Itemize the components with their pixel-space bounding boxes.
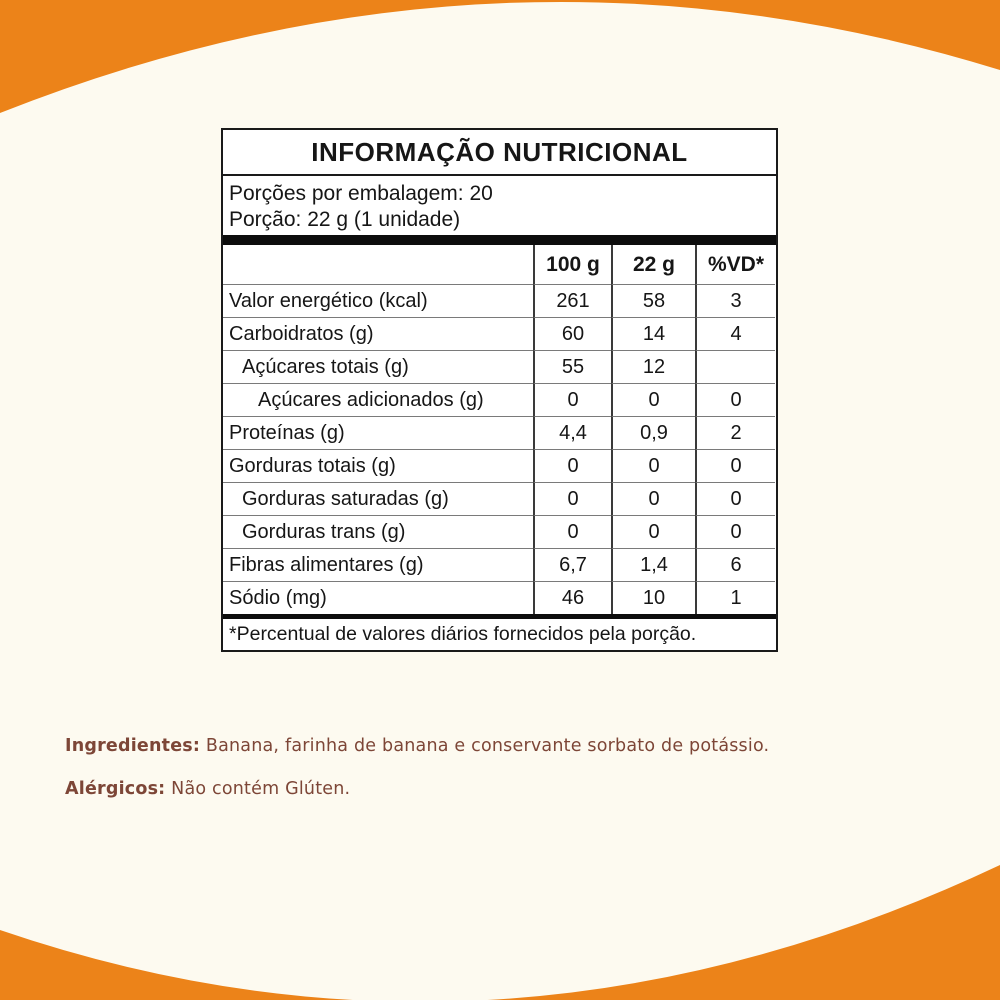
value-100g: 0 bbox=[533, 515, 611, 548]
top-wave-shape bbox=[0, 0, 1000, 113]
value-22g: 0 bbox=[611, 383, 695, 416]
row-label: Valor energético (kcal) bbox=[223, 284, 533, 317]
bottom-wave-shape bbox=[0, 865, 1000, 1000]
ingredients-label: Ingredientes: bbox=[65, 736, 201, 756]
row-label: Gorduras trans (g) bbox=[223, 515, 533, 548]
value-100g: 0 bbox=[533, 482, 611, 515]
row-label: Fibras alimentares (g) bbox=[223, 548, 533, 581]
row-label: Sódio (mg) bbox=[223, 581, 533, 614]
column-header-22g: 22 g bbox=[611, 245, 695, 284]
value-100g: 4,4 bbox=[533, 416, 611, 449]
value-vd: 2 bbox=[695, 416, 775, 449]
value-vd: 1 bbox=[695, 581, 775, 614]
ingredients-text: Banana, farinha de banana e conservante sorbato de potássio. bbox=[200, 736, 770, 756]
nutrition-panel bbox=[221, 128, 778, 652]
panel-footnote: *Percentual de valores diários fornecidos pela porção. bbox=[229, 623, 697, 645]
value-22g: 12 bbox=[611, 350, 695, 383]
value-100g: 60 bbox=[533, 317, 611, 350]
value-22g: 0 bbox=[611, 482, 695, 515]
value-100g: 0 bbox=[533, 449, 611, 482]
value-vd: 0 bbox=[695, 383, 775, 416]
value-vd: 0 bbox=[695, 515, 775, 548]
row-label: Carboidratos (g) bbox=[223, 317, 533, 350]
serving-size: Porção: 22 g (1 unidade) bbox=[229, 208, 461, 231]
row-label: Gorduras totais (g) bbox=[223, 449, 533, 482]
value-vd: 4 bbox=[695, 317, 775, 350]
value-vd: 0 bbox=[695, 482, 775, 515]
panel-title: INFORMAÇÃO NUTRICIONAL bbox=[223, 130, 776, 176]
allergens-line bbox=[65, 779, 350, 799]
row-label: Gorduras saturadas (g) bbox=[223, 482, 533, 515]
value-100g: 6,7 bbox=[533, 548, 611, 581]
value-22g: 0 bbox=[611, 515, 695, 548]
value-vd bbox=[695, 350, 775, 383]
value-22g: 0 bbox=[611, 449, 695, 482]
value-22g: 14 bbox=[611, 317, 695, 350]
column-header-vd: %VD* bbox=[695, 245, 775, 284]
value-vd: 3 bbox=[695, 284, 775, 317]
header-separator-bar bbox=[223, 235, 776, 245]
row-label: Proteínas (g) bbox=[223, 416, 533, 449]
value-vd: 6 bbox=[695, 548, 775, 581]
column-header-empty bbox=[223, 245, 533, 284]
allergens-label: Alérgicos: bbox=[65, 779, 166, 799]
allergens-text: Não contém Glúten. bbox=[165, 779, 351, 799]
value-100g: 55 bbox=[533, 350, 611, 383]
value-100g: 46 bbox=[533, 581, 611, 614]
nutrition-table bbox=[223, 245, 776, 614]
value-100g: 0 bbox=[533, 383, 611, 416]
value-22g: 0,9 bbox=[611, 416, 695, 449]
value-100g: 261 bbox=[533, 284, 611, 317]
value-22g: 58 bbox=[611, 284, 695, 317]
row-label: Açúcares adicionados (g) bbox=[223, 383, 533, 416]
ingredients-line bbox=[65, 736, 769, 756]
value-22g: 10 bbox=[611, 581, 695, 614]
serving-info bbox=[223, 176, 776, 235]
column-header-100g: 100 g bbox=[533, 245, 611, 284]
value-22g: 1,4 bbox=[611, 548, 695, 581]
value-vd: 0 bbox=[695, 449, 775, 482]
row-label: Açúcares totais (g) bbox=[223, 350, 533, 383]
servings-per-package: Porções por embalagem: 20 bbox=[229, 182, 493, 205]
